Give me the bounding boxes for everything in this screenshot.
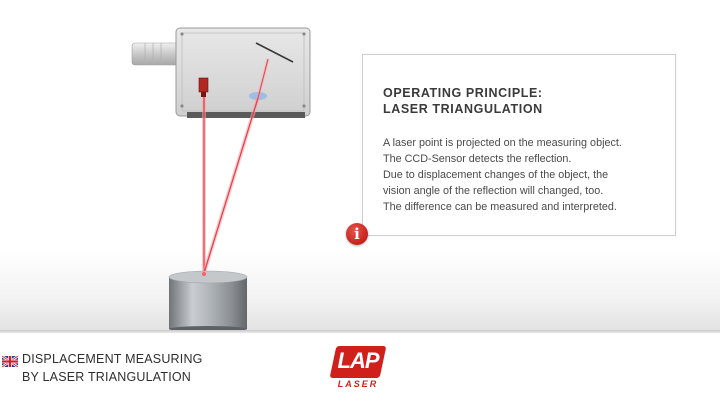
uk-flag-icon[interactable]: [2, 356, 18, 367]
info-text-line1: A laser point is projected on the measuring object.: [383, 137, 622, 149]
sensor-housing: [176, 28, 310, 118]
info-text-line4: vision angle of the reflection will changed, too.: [383, 185, 604, 197]
cable-connector: [132, 43, 178, 65]
info-icon[interactable]: i: [346, 223, 368, 245]
info-text-line3: Due to displacement changes of the object, the: [383, 169, 609, 181]
info-text: [383, 135, 673, 215]
info-text-line5: The difference can be measured and interpreted.: [383, 201, 617, 213]
logo-letters: LAP: [337, 348, 379, 373]
floor-line: [0, 330, 720, 333]
info-text-line2: The CCD-Sensor detects the reflection.: [383, 153, 572, 165]
info-title-line1: OPERATING PRINCIPLE:: [383, 86, 543, 100]
logo-sub: LASER: [337, 379, 379, 389]
info-box: [362, 54, 676, 236]
info-title: [383, 85, 543, 117]
caption-line1: DISPLACEMENT MEASURING: [22, 352, 203, 366]
info-title-line2: LASER TRIANGULATION: [383, 102, 543, 116]
measuring-object: [169, 271, 247, 332]
lap-laser-logo: [333, 346, 383, 391]
caption-line2: BY LASER TRIANGULATION: [22, 370, 192, 384]
